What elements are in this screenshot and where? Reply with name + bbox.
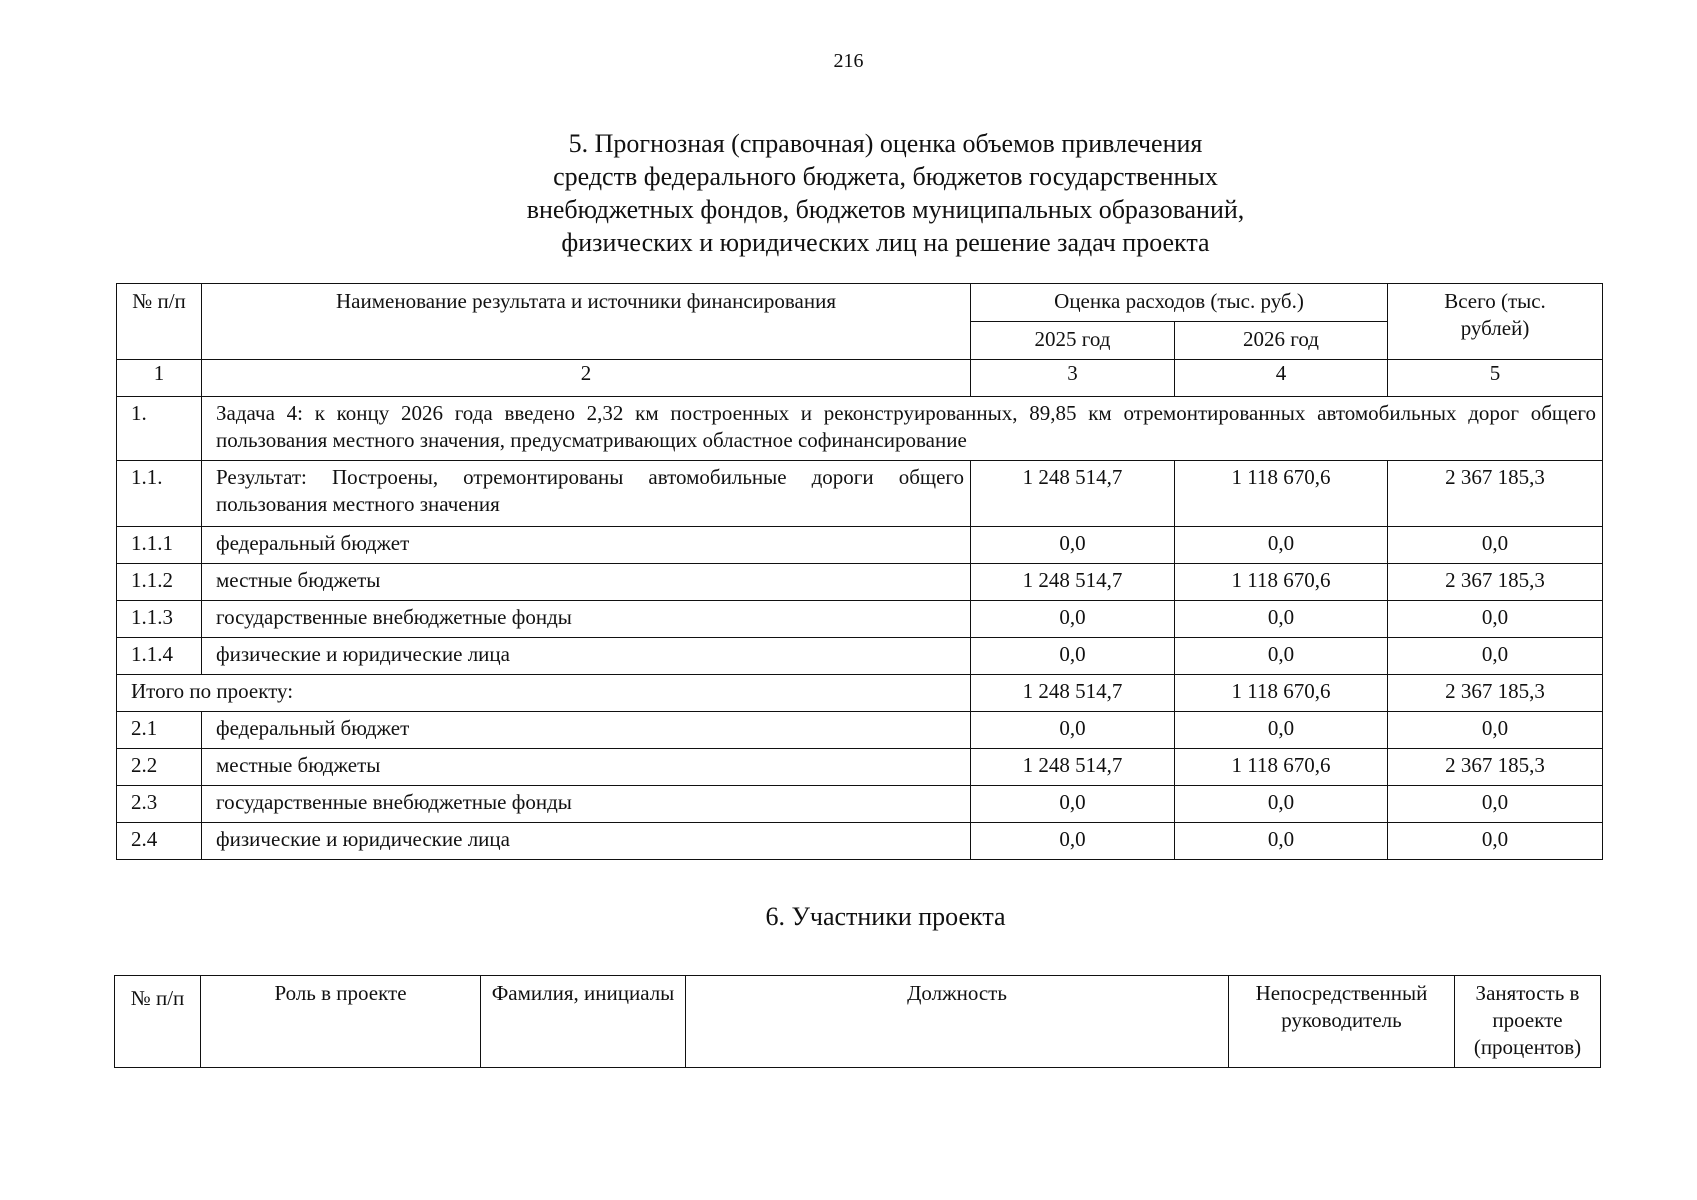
value-2025: 0,0: [971, 601, 1175, 638]
value-total: 0,0: [1388, 786, 1603, 823]
value-2025: 0,0: [971, 638, 1175, 675]
row-number: 1.1.3: [117, 601, 202, 638]
row-name: государственные внебюджетные фонды: [202, 786, 971, 823]
value-2026: 1 118 670,6: [1175, 564, 1388, 601]
row-number: 2.1: [117, 712, 202, 749]
value-2026: 1 118 670,6: [1175, 749, 1388, 786]
page-number: 216: [833, 50, 864, 72]
header-name: Наименование результата и источники финансирования: [202, 284, 971, 360]
section-5-title-line: средств федерального бюджета, бюджетов государственных: [553, 162, 1218, 191]
section-5-title-line: внебюджетных фондов, бюджетов муниципальных образований,: [526, 195, 1245, 224]
value-2025: 0,0: [971, 527, 1175, 564]
value-total: 2 367 185,3: [1388, 461, 1603, 527]
value-total: 0,0: [1388, 527, 1603, 564]
row-name: физические и юридические лица: [202, 638, 971, 675]
value-2026: 0,0: [1175, 823, 1388, 860]
header-employment: Занятость в проекте (процентов): [1455, 976, 1601, 1068]
participants-header-row: [115, 976, 1601, 1068]
value-2025: 0,0: [971, 786, 1175, 823]
row-name: государственные внебюджетные фонды: [202, 601, 971, 638]
header-role: Роль в проекте: [201, 976, 481, 1068]
row-name: местные бюджеты: [202, 749, 971, 786]
value-2026: 0,0: [1175, 638, 1388, 675]
row-number: 1.1.2: [117, 564, 202, 601]
project-total-row: [117, 675, 1603, 712]
column-number: 2: [202, 360, 971, 397]
task-row: [117, 397, 1603, 461]
header-name: Фамилия, инициалы: [481, 976, 686, 1068]
row-name: местные бюджеты: [202, 564, 971, 601]
section-6-title: 6. Участники проекта: [765, 902, 1006, 931]
value-total: 0,0: [1388, 601, 1603, 638]
header-estimate: Оценка расходов (тыс. руб.): [971, 284, 1388, 322]
value-2025: 1 248 514,7: [971, 461, 1175, 527]
value-total: 0,0: [1388, 712, 1603, 749]
table-row: [117, 564, 1603, 601]
header-position: Должность: [686, 976, 1229, 1068]
task-description: Задача 4: к концу 2026 года введено 2,32 км построенных и реконструированных, 89,85 км отремонтированных автомобильных дорог общего пользования местного значения, предусматривающих областное софинансирование: [202, 397, 1603, 461]
value-2025: 1 248 514,7: [971, 675, 1175, 712]
table-row: [117, 601, 1603, 638]
header-total: Всего (тыс. рублей): [1388, 284, 1603, 360]
value-total: 2 367 185,3: [1388, 564, 1603, 601]
section-5-title-line: 5. Прогнозная (справочная) оценка объемов привлечения: [568, 129, 1203, 158]
value-2026: 0,0: [1175, 601, 1388, 638]
value-2026: 1 118 670,6: [1175, 461, 1388, 527]
value-2026: 0,0: [1175, 527, 1388, 564]
value-2026: 1 118 670,6: [1175, 675, 1388, 712]
value-2025: 0,0: [971, 823, 1175, 860]
table-row: [117, 749, 1603, 786]
value-total: 0,0: [1388, 823, 1603, 860]
row-name: Результат: Построены, отремонтированы автомобильные дороги общего пользования местного значения: [202, 461, 971, 527]
row-number: 1.: [117, 397, 202, 461]
table-row: [117, 527, 1603, 564]
row-number: 2.3: [117, 786, 202, 823]
value-total: 0,0: [1388, 638, 1603, 675]
section-5-title-line: физических и юридических лиц на решение задач проекта: [561, 228, 1210, 257]
value-total: 2 367 185,3: [1388, 749, 1603, 786]
table-row: [117, 638, 1603, 675]
header-manager: Непосредственный руководитель: [1229, 976, 1455, 1068]
value-total: 2 367 185,3: [1388, 675, 1603, 712]
table-row: [117, 786, 1603, 823]
value-2026: 0,0: [1175, 786, 1388, 823]
row-name: федеральный бюджет: [202, 527, 971, 564]
row-number: 1.1.4: [117, 638, 202, 675]
project-total-label: Итого по проекту:: [117, 675, 971, 712]
value-2025: 0,0: [971, 712, 1175, 749]
value-2025: 1 248 514,7: [971, 564, 1175, 601]
column-number: 1: [117, 360, 202, 397]
row-name: федеральный бюджет: [202, 712, 971, 749]
table-row: [117, 461, 1603, 527]
row-number: 2.4: [117, 823, 202, 860]
header-num: № п/п: [117, 284, 202, 360]
row-name: физические и юридические лица: [202, 823, 971, 860]
funding-table: [116, 283, 1603, 860]
table-row: [117, 823, 1603, 860]
column-number: 4: [1175, 360, 1388, 397]
value-2025: 1 248 514,7: [971, 749, 1175, 786]
header-year-2026: 2026 год: [1175, 322, 1388, 360]
header-num: № п/п: [115, 976, 201, 1068]
column-number: 3: [971, 360, 1175, 397]
row-number: 1.1.1: [117, 527, 202, 564]
row-number: 1.1.: [117, 461, 202, 527]
value-2026: 0,0: [1175, 712, 1388, 749]
section-5-title: [37, 127, 1697, 259]
table-row: [117, 712, 1603, 749]
row-number: 2.2: [117, 749, 202, 786]
column-number: 5: [1388, 360, 1603, 397]
header-year-2025: 2025 год: [971, 322, 1175, 360]
participants-table: [114, 975, 1601, 1068]
